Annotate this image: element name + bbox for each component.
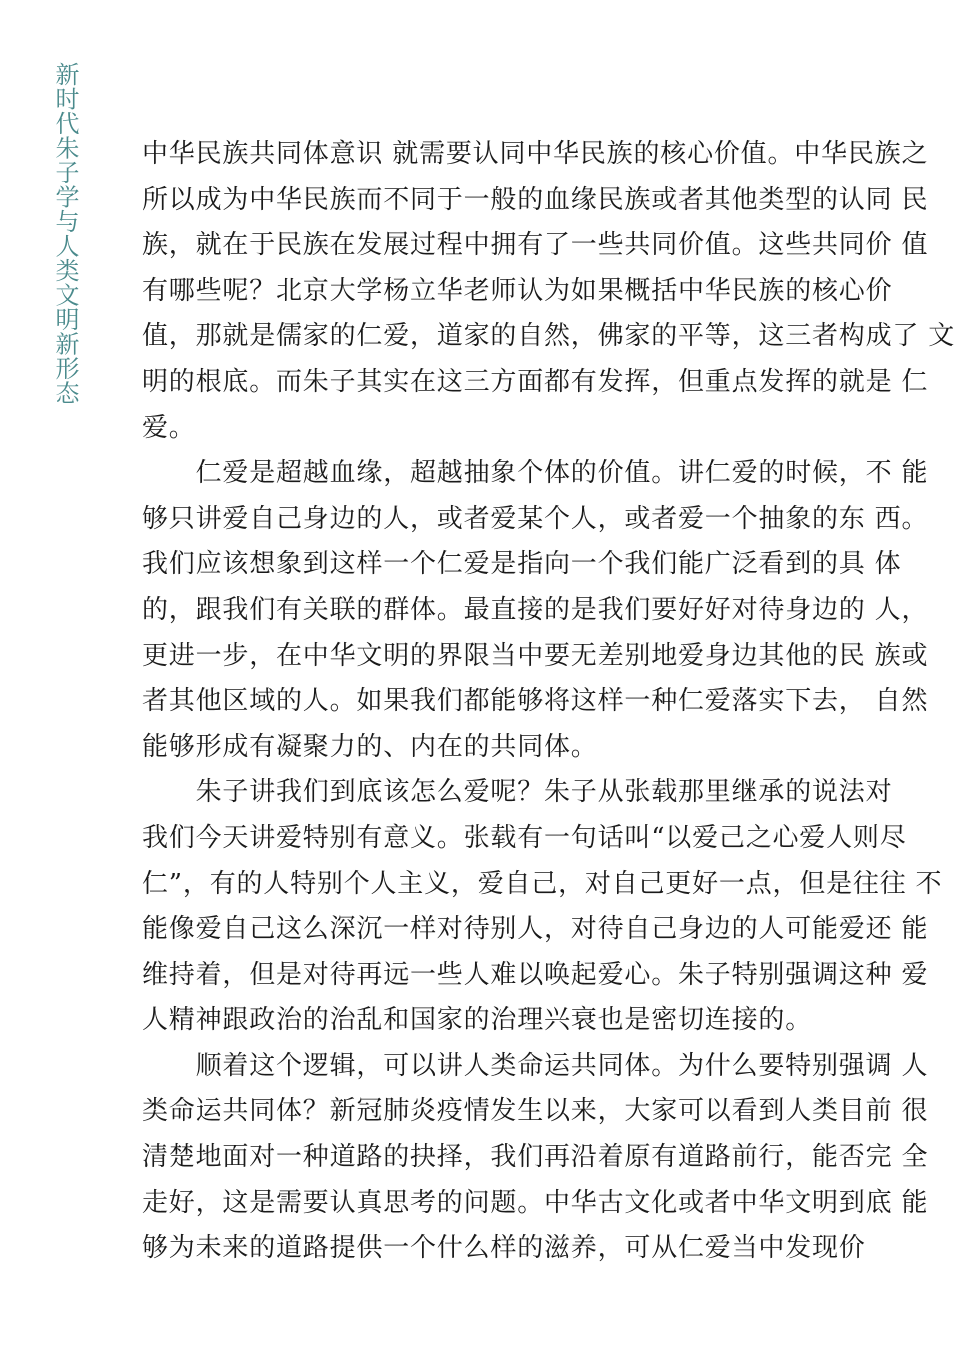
text-line: 人精神跟政治的治乱和国家的治理兴衰也是密切连接的。 — [142, 1005, 813, 1036]
text-line: 顺着这个逻辑，可以讲人类命运共同体。为什么要特别强调 人 — [142, 1050, 929, 1081]
text-line: 有哪些呢？北京大学杨立华老师认为如果概括中华民族的核心价 — [142, 275, 893, 306]
text-line: 所以成为中华民族而不同于一般的血缘民族或者其他类型的认同 民 — [142, 184, 929, 215]
text-line: 我们应该想象到这样一个仁爱是指向一个我们能广泛看到的具 体 — [142, 549, 902, 580]
text-line: 中华民族共同体意识 就需要认同中华民族的核心价值。中华民族之 — [142, 139, 929, 169]
text-line: 者其他区域的人。如果我们都能够将这样一种仁爱落实下去， 自然 — [142, 686, 929, 717]
running-header-title: 新时代朱子学与人类文明新形态 — [51, 62, 79, 405]
text-line: 的，跟我们有关联的群体。最直接的是我们要好好对待身边的 人， — [142, 594, 929, 625]
text-line: 类命运共同体？新冠肺炎疫情发生以来，大家可以看到人类目前 很 — [142, 1096, 929, 1127]
text-line: 族，就在于民族在发展过程中拥有了一些共同价值。这些共同价 值 — [142, 230, 929, 261]
text-line: 维持着，但是对待再远一些人难以唤起爱心。朱子特别强调这种 爱 — [142, 959, 929, 990]
body-text — [142, 132, 956, 1272]
text-line: 我们今天讲爱特别有意义。张载有一句话叫“以爱己之心爱人则尽 — [142, 822, 907, 853]
text-line: 能像爱自己这么深沉一样对待别人，对待自己身边的人可能爱还 能 — [142, 914, 929, 945]
text-line: 够只讲爱自己身边的人，或者爱某个人，或者爱一个抽象的东 西。 — [142, 503, 929, 534]
text-line: 能够形成有凝聚力的、内在的共同体。 — [142, 731, 598, 762]
text-line: 仁”，有的人特别个人主义，爱自己，对自己更好一点，但是往往 不 — [142, 868, 943, 899]
text-line: 够为未来的道路提供一个什么样的滋养，可从仁爱当中发现价 — [142, 1233, 866, 1264]
text-line: 爱。 — [142, 412, 196, 443]
text-line: 更进一步，在中华文明的界限当中要无差别地爱身边其他的民 族或 — [142, 640, 929, 671]
text-line: 值，那就是儒家的仁爱，道家的自然，佛家的平等，这三者构成了 文 — [142, 321, 956, 352]
text-line: 清楚地面对一种道路的抉择，我们再沿着原有道路前行，能否完 全 — [142, 1142, 929, 1173]
text-line: 仁爱是超越血缘，超越抽象个体的价值。讲仁爱的时候，不 能 — [142, 458, 929, 489]
text-line: 明的根底。而朱子其实在这三方面都有发挥，但重点发挥的就是 仁 — [142, 366, 929, 397]
text-line: 走好，这是需要认真思考的问题。中华古文化或者中华文明到底 能 — [142, 1187, 929, 1218]
text-line: 朱子讲我们到底该怎么爱呢？朱子从张载那里继承的说法对 — [142, 777, 893, 808]
